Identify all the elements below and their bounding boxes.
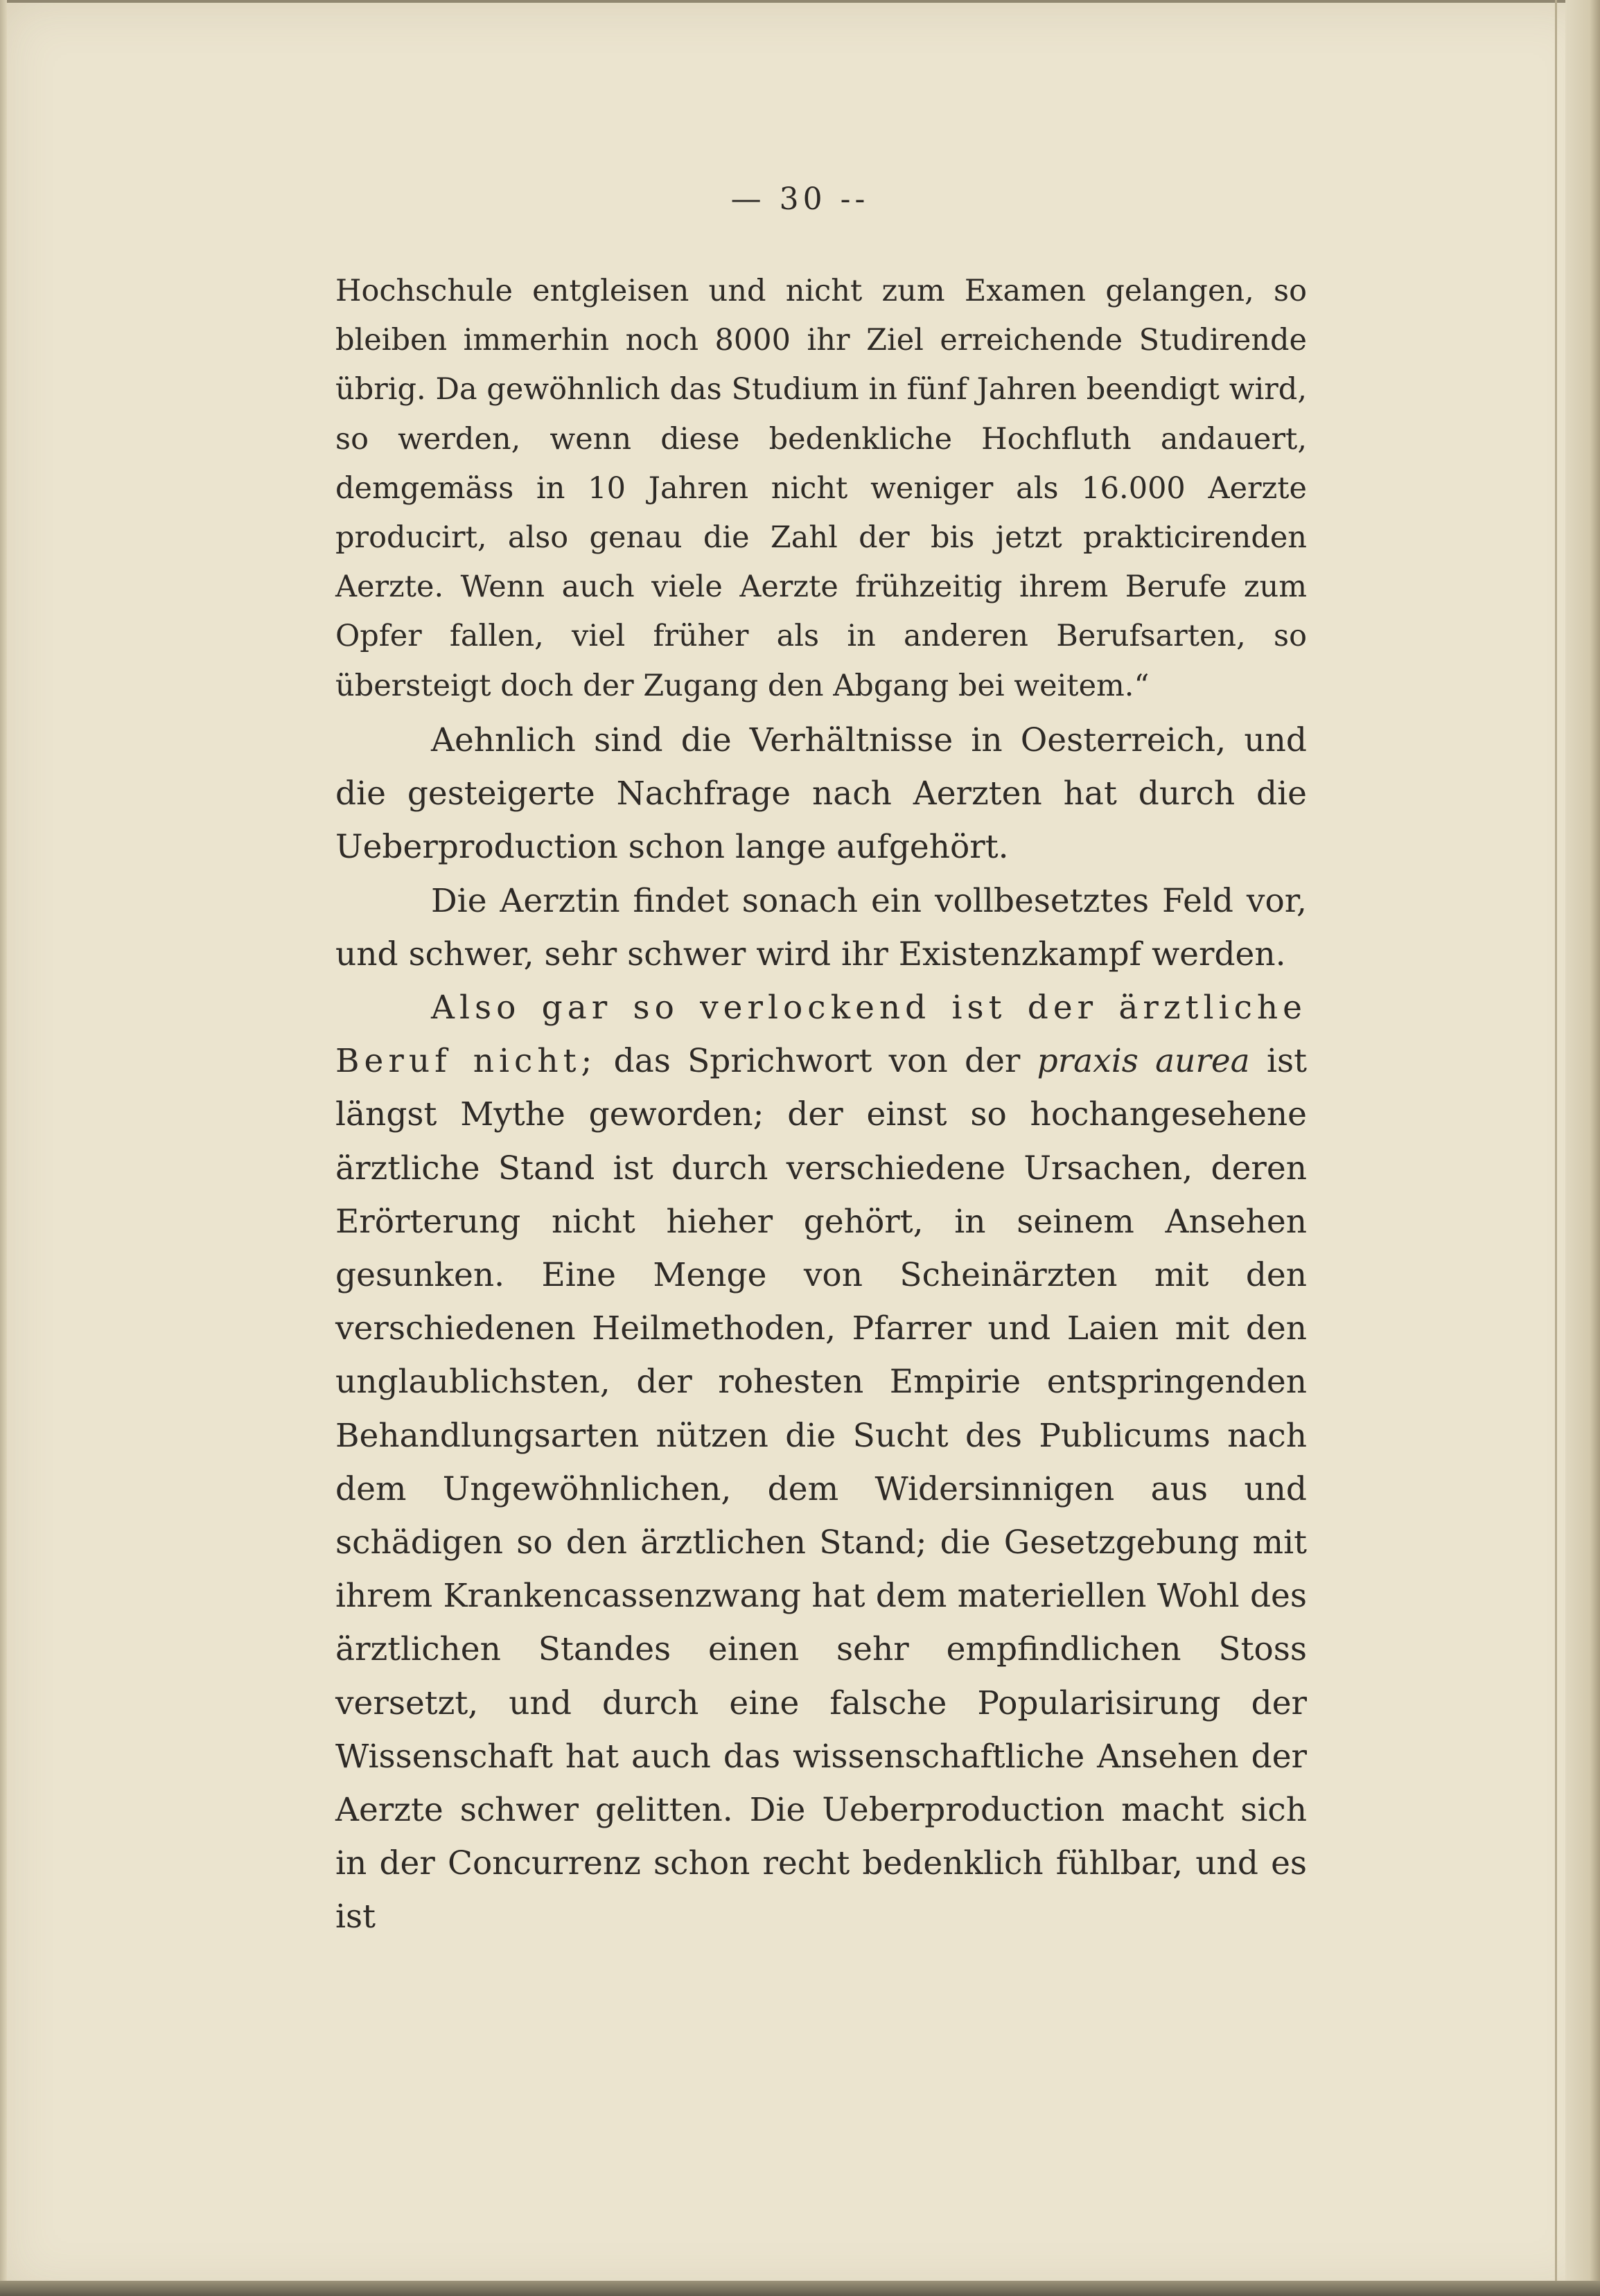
page-number-header: — 30 --	[730, 182, 870, 217]
page-left-edge	[0, 0, 7, 2296]
page-top-edge	[0, 0, 1600, 3]
paragraph-aerztin: Die Aerztin findet sonach ein vollbesetztes Feld vor, und schwer, sehr schwer wird ihr Existenzkampf werden.	[335, 881, 1307, 973]
quote-continuation-block	[335, 267, 1307, 711]
italic-phrase: praxis aurea	[1037, 1042, 1250, 1081]
paragraph-austria: Aehnlich sind die Verhältnisse in Oesterreich, und die gesteigerte Nachfrage nach Aerzten hat durch die Ueberproduction schon lange aufgehört.	[335, 721, 1307, 867]
page-bottom-edge	[0, 2281, 1600, 2296]
spaced-lead-text: Also gar so verlockend ist der ärztliche Beruf nicht;	[335, 989, 1307, 1081]
text-before-italic: das Sprichwort von der	[597, 1042, 1037, 1081]
quote-paragraph: Hochschule entgleisen und nicht zum Examen gelangen, so bleiben immerhin noch 8000 ihr Ziel erreichende Studirende übrig. Da gewöhnlich das Studium in fünf Jahren beendigt wird, so werden, wenn diese bedenkliche Hochfluth andauert, demgemäss in 10 Jahren nicht weniger als 16.000 Aerzte producirt, also genau die Zahl der bis jetzt prakticirenden Aerzte. Wenn auch viele Aerzte frühzeitig ihrem Berufe zum Opfer fallen, viel früher als in anderen Berufsarten, so übersteigt doch der Zugang den Abgang bei weitem.“	[335, 274, 1307, 703]
paragraph-beruf	[335, 981, 1307, 1944]
page-right-edge	[1565, 0, 1600, 2296]
main-text-block	[335, 714, 1307, 1944]
text-after-italic: ist längst Mythe geworden; der einst so hochangesehene ärztliche Stand ist durch verschiedene Ursachen, deren Erörterung nicht hieher gehört, in seinem Ansehen gesunken. Eine Menge von Scheinärzten mit den verschiedenen Heilmethoden, Pfarrer und Laien mit den unglaublichsten, der rohesten Empirie entspringenden Behandlungsarten nützen die Sucht des Publicums nach dem Ungewöhnlichen, dem Widersinnigen aus und schädigen so den ärztlichen Stand; die Gesetzgebung mit ihrem Krankencassenzwang hat dem materiellen Wohl des ärztlichen Standes einen sehr empfindlichen Stoss versetzt, und durch eine falsche Popularisirung der Wissenschaft hat auch das wissenschaftliche Ansehen der Aerzte schwer gelitten. Die Ueberproduction macht sich in der Concurrenz schon recht bedenklich fühlbar, und es ist	[335, 1042, 1307, 1936]
page-fold-line	[1555, 0, 1557, 2296]
